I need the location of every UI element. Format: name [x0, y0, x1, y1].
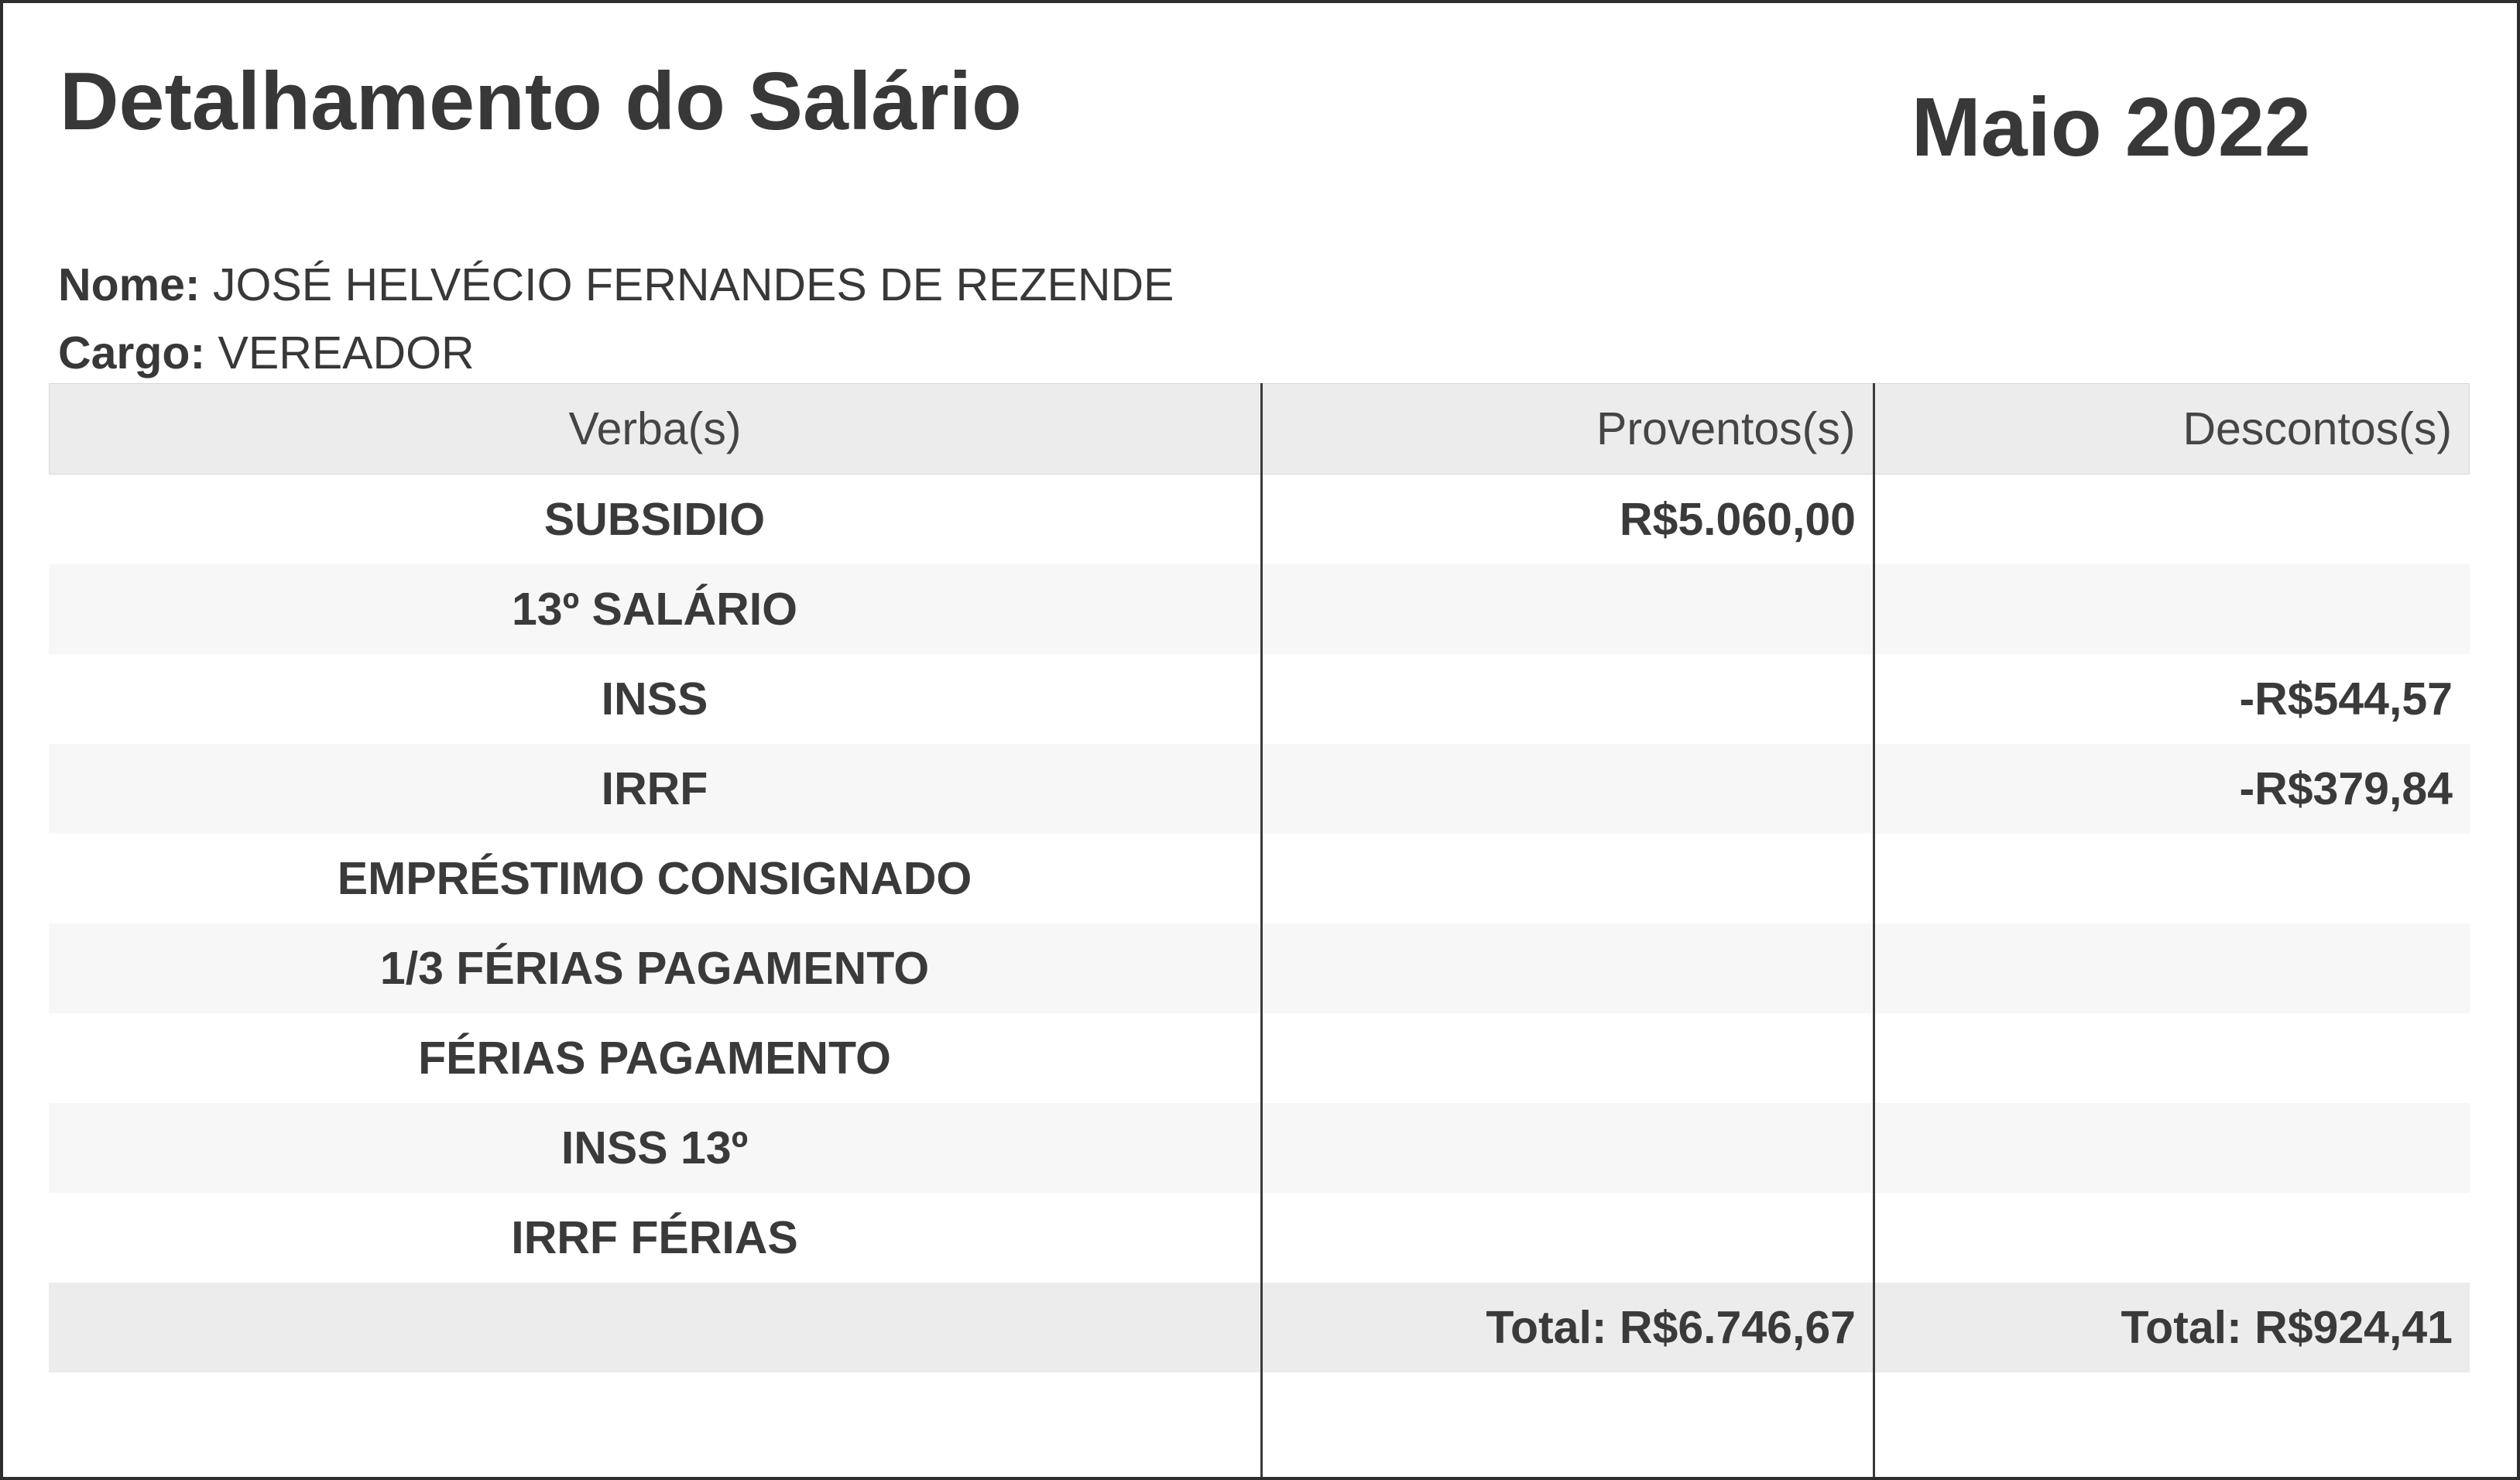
cell-verba: 13º SALÁRIO: [511, 584, 798, 635]
cell-verba: IRRF FÉRIAS: [511, 1212, 798, 1263]
cell-proventos: [1260, 1193, 1873, 1283]
table-row: [49, 1103, 2470, 1193]
cell-proventos: [1260, 923, 1873, 1013]
employee-info: [58, 251, 1174, 387]
table-row: [49, 834, 2470, 923]
cell-descontos: -R$379,84: [2239, 763, 2453, 814]
cell-proventos: [1260, 1103, 1873, 1193]
column-header-descontos: Descontos(s): [2182, 403, 2452, 454]
table-row: [49, 1193, 2470, 1283]
table-row: [49, 923, 2470, 1013]
period-label: Maio 2022: [1911, 80, 2311, 173]
cell-descontos: [1873, 1103, 2470, 1193]
cell-descontos: [1873, 923, 2470, 1013]
employee-name-line: [58, 251, 1174, 319]
name-label: Nome:: [58, 259, 201, 310]
cell-proventos: [1260, 834, 1873, 923]
column-divider-right: [1873, 383, 1875, 1477]
total-descontos: Total: R$924,41: [2121, 1302, 2453, 1353]
cell-proventos: [1260, 744, 1873, 834]
cell-verba: FÉRIAS PAGAMENTO: [418, 1033, 891, 1084]
cell-proventos: R$5.060,00: [1619, 494, 1856, 545]
cell-verba: SUBSIDIO: [543, 494, 766, 545]
cell-descontos: [1873, 1013, 2470, 1103]
cell-verba: EMPRÉSTIMO CONSIGNADO: [337, 853, 972, 904]
role-value: VEREADOR: [218, 327, 475, 379]
cell-proventos: [1260, 1013, 1873, 1103]
cell-verba: INSS: [601, 673, 708, 725]
table-header-row: [49, 383, 2470, 474]
cell-proventos: [1260, 564, 1873, 654]
table-row: [49, 1013, 2470, 1103]
cell-descontos: [1873, 834, 2470, 923]
table-row: [49, 564, 2470, 654]
cell-verba: 1/3 FÉRIAS PAGAMENTO: [379, 943, 930, 994]
cell-descontos: [1873, 564, 2470, 654]
cell-verba: IRRF: [601, 763, 708, 814]
employee-role-line: [58, 319, 1174, 387]
role-label: Cargo:: [58, 327, 206, 379]
column-header-verba: Verba(s): [568, 403, 742, 454]
page-title: Detalhamento do Salário: [60, 56, 1022, 147]
salary-table: [49, 383, 2470, 1372]
column-header-proventos: Proventos(s): [1596, 403, 1856, 454]
table-row: [49, 654, 2470, 744]
cell-descontos: [1873, 474, 2470, 564]
totals-row: [49, 1283, 2470, 1372]
cell-descontos: [1873, 1193, 2470, 1283]
total-proventos: Total: R$6.746,67: [1486, 1302, 1856, 1353]
cell-proventos: [1260, 654, 1873, 744]
table-row: [49, 474, 2470, 564]
totals-spacer: [49, 1283, 1260, 1372]
name-value: JOSÉ HELVÉCIO FERNANDES DE REZENDE: [212, 259, 1174, 310]
table-row: [49, 744, 2470, 834]
cell-verba: INSS 13º: [561, 1122, 749, 1173]
column-divider-left: [1260, 383, 1263, 1477]
cell-descontos: -R$544,57: [2239, 673, 2453, 725]
